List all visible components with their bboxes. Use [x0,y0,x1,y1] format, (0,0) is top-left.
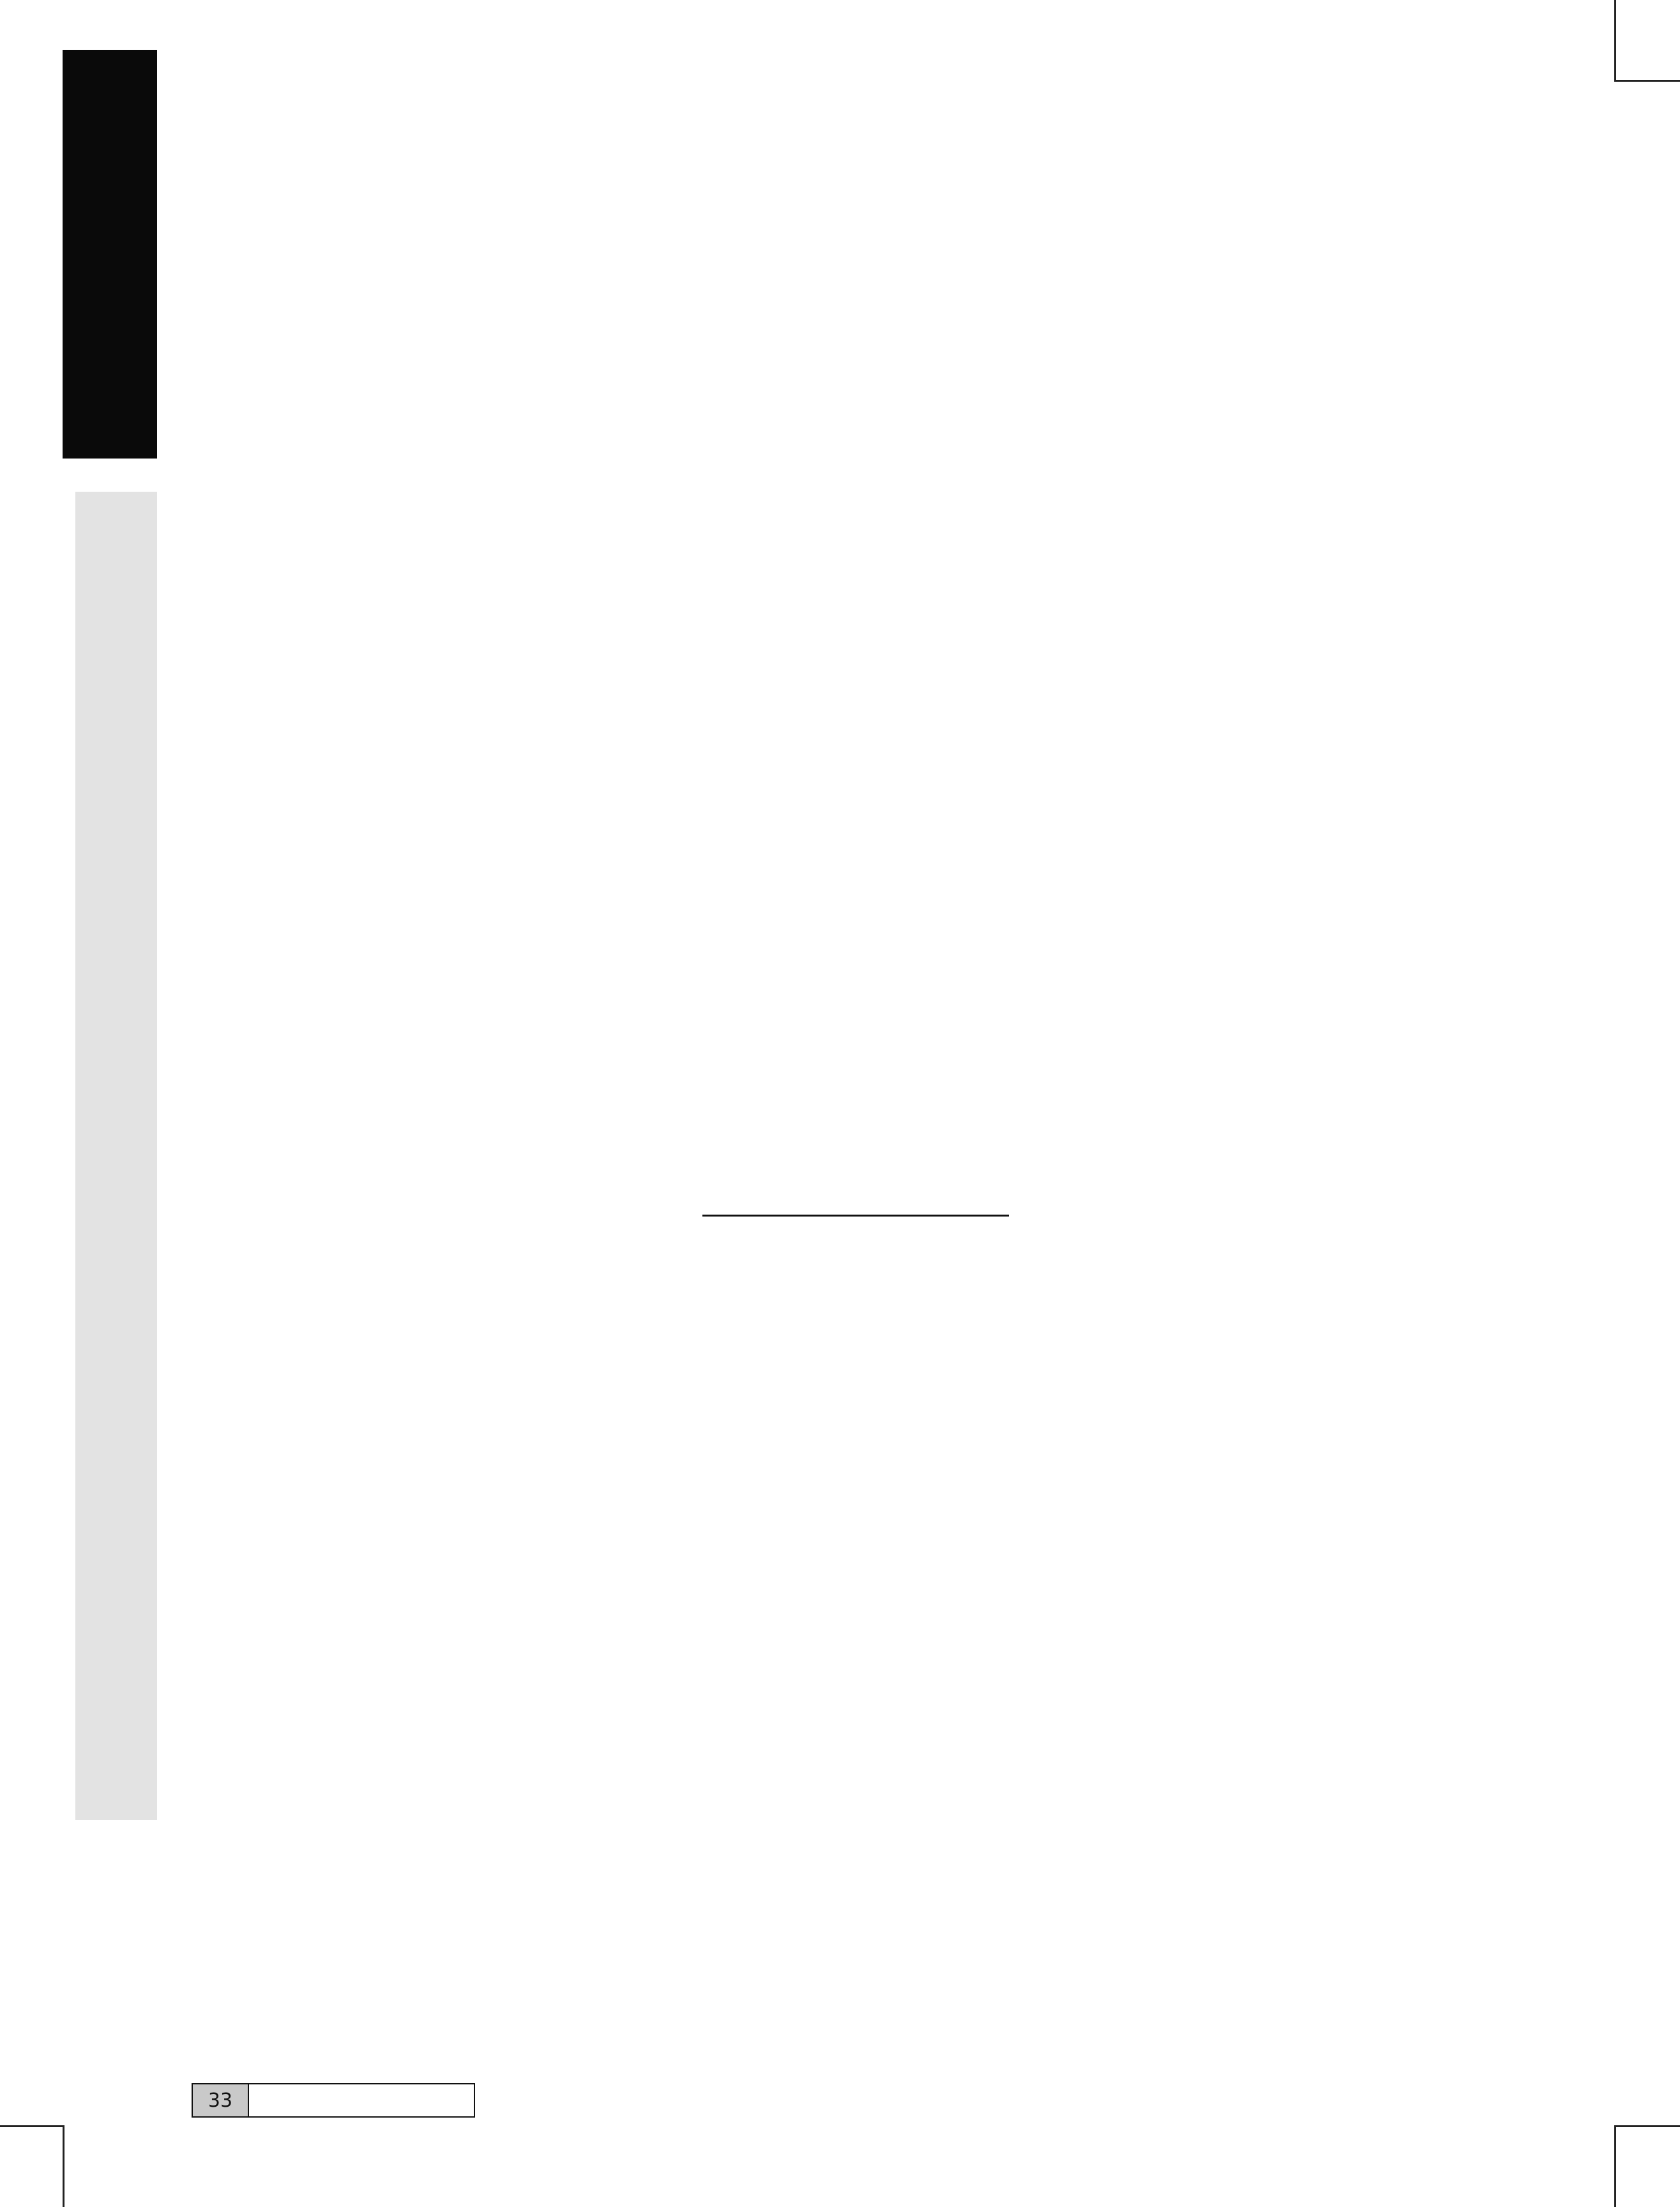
paragraph [192,829,587,1135]
crop-mark [63,2125,64,2207]
page-footer [192,2083,475,2118]
edge-tab [63,50,157,459]
text-column-right [1079,147,1449,2012]
paragraph [626,488,1034,794]
paragraph [192,1511,587,1817]
section-heading [702,1170,1009,1217]
edge-strip [75,492,157,1820]
crop-mark [1614,0,1616,82]
paragraph [1079,829,1449,1135]
paragraph [626,1251,1034,1558]
paragraph [626,1592,1034,1899]
paragraph [1079,147,1449,453]
text-column-left [192,147,587,2012]
paragraph [626,829,1034,1135]
paragraph [1079,1170,1449,1476]
paragraph [626,147,1034,453]
text-column-middle [626,147,1034,2012]
paragraph [192,147,587,453]
footer-label [249,2084,474,2116]
crop-mark [1614,2125,1680,2127]
paragraph [192,488,587,794]
crop-mark [1614,2125,1616,2207]
paragraph [1079,488,1449,794]
paragraph [1079,1511,1449,1817]
page-number: 33 [193,2084,249,2116]
crop-mark [0,2125,64,2127]
paragraph [192,1170,587,1476]
crop-mark [1614,80,1680,82]
